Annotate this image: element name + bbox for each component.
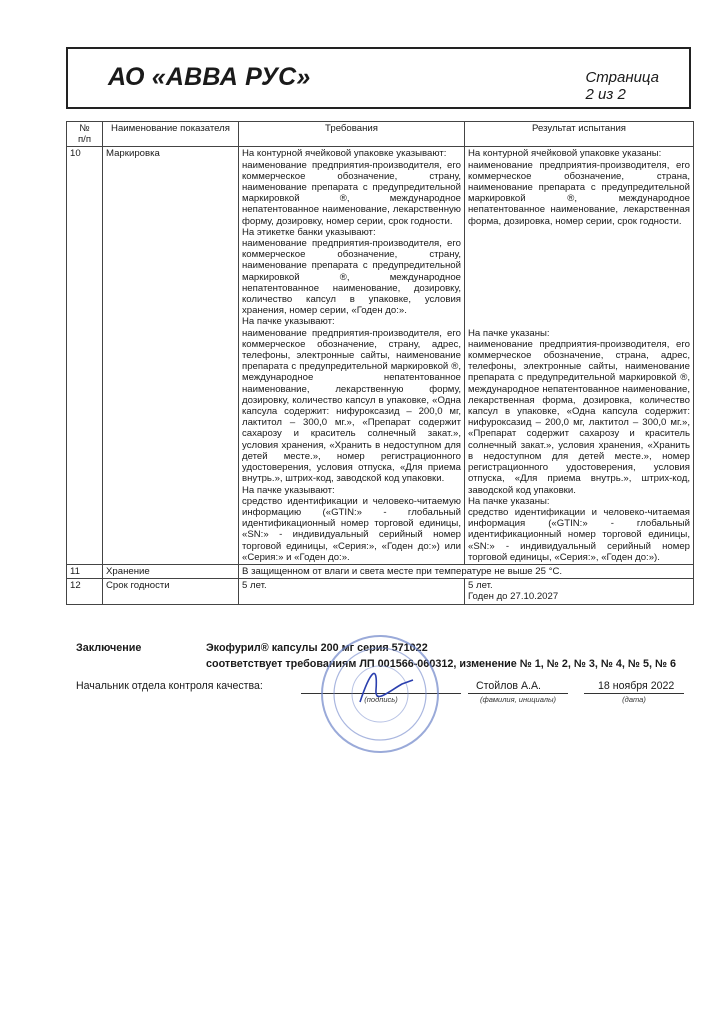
company-name: АО «АВВА РУС»	[108, 63, 311, 91]
row-indicator-name: Маркировка	[103, 147, 239, 565]
conclusion-label: Заключение	[76, 642, 142, 654]
name-caption: (фамилия, инициалы)	[479, 695, 557, 704]
table-header-row	[67, 122, 694, 147]
test-results-table	[66, 121, 694, 605]
table-row	[67, 564, 694, 578]
signer-name: Стойлов А.А.	[476, 680, 541, 692]
stamp-inner-ring	[334, 648, 426, 740]
row-result: На контурной ячейковой упаковке указаны: наименование предприятия-производителя, его коммерческое обозначение, страна, наименование препарата с предупредительной маркировкой ®, международное непатентованное наименование, лекарственная форма, дозировка, номер серии, срок годности. На пачке указаны: наименование предприятия-производителя, его коммерческое обозначение, страна, адрес, телефоны, электронные сайты, наименование препарата с предупредительной маркировкой ®, международное непатентованное наименование, лекарственная форма, дозировка, количество капсул в упаковке, «Одна капсула содержит: нифуроксазид – 200,0 мг, лактитол – 300,0 мг.», «Препарат содержит сахарозу и краситель солнечный закат.», условия хранения, «Хранить в недоступном для детей месте.», номер регистрационного удостоверения, условия отпуска, «Для приема внутрь.», штрих-код, заводской код упаковки. На пачке указаны: средство идентификации и человеко-читаемая информация («GTIN:» - глобальный идентификационный номер торговой единицы, «SN:» - индивидуальный серийный номер торговой единицы, «Серия:», «Годен до:»).	[465, 147, 694, 565]
table-row	[67, 579, 694, 604]
row-number: 12	[67, 579, 103, 604]
page-number: 2 из 2	[585, 86, 626, 103]
sign-date: 18 ноября 2022	[598, 680, 675, 692]
signer-role: Начальник отдела контроля качества:	[76, 680, 263, 692]
signature-caption: (подпись)	[364, 695, 398, 704]
row-indicator-name: Срок годности	[103, 579, 239, 604]
row-number: 10	[67, 147, 103, 565]
row-result: 5 лет. Годен до 27.10.2027	[465, 579, 694, 604]
row-indicator-name: Хранение	[103, 564, 239, 578]
row-number: 11	[67, 564, 103, 578]
column-header-number: № п/п	[67, 122, 103, 147]
column-header-name: Наименование показателя	[103, 122, 239, 147]
conclusion-compliance: соответствует требованиям ЛП 001566-060312, изменение № 1, № 2, № 3, № 4, № 5, № 6	[206, 658, 676, 670]
page-label: Страница	[585, 69, 659, 86]
page-indicator	[585, 69, 659, 103]
column-header-result: Результат испытания	[465, 122, 694, 147]
table-row	[67, 147, 694, 565]
stamp-center-ring	[352, 666, 408, 722]
column-header-requirements: Требования	[239, 122, 465, 147]
date-line	[584, 693, 684, 694]
row-requirements: 5 лет.	[239, 579, 465, 604]
stamp-outer-ring	[322, 636, 438, 752]
conclusion-product: Экофурил® капсулы 200 мг серия 571022	[206, 642, 428, 654]
handwritten-signature	[360, 673, 413, 702]
row-requirements: На контурной ячейковой упаковке указывают: наименование предприятия-производителя, его коммерческое обозначение, страну, наименование препарата с предупредительной маркировкой ®, международное непатентованное наименование, лекарственную форму, дозировку, номер серии, срок годности. На этикетке банки указывают: наименование предприятия-производителя, его коммерческое обозначение, страну, наименование препарата с предупредительной маркировкой ®, международное непатентованное наименование, дозировку, количество капсул в упаковке, условия хранения, номер серии, «Годен до:». На пачке указывают: наименование предприятия-производителя, его коммерческое обозначение, страну, адрес, телефоны, электронные сайты, наименование препарата с предупредительной маркировкой ®, международное непатентованное наименование, лекарственную форму, дозировку, количество капсул в упаковке, «Одна капсула содержит: нифуроксазид – 200,0 мг, лактитол – 300,0 мг.», «Препарат содержит сахарозу и краситель солнечный закат.», условия хранения, «Хранить в недоступном для детей месте.», номер регистрационного удостоверения, условия отпуска, «Для приема внутрь.», штрих-код, заводской код упаковки. На пачке указывают: средство идентификации и человеко-читаемую информацию («GTIN:» - глобальный идентификационный номер торговой единицы, «SN:» - индивидуальный серийный номер торговой единицы, «Серия:», «Годен до:») или «Серия:» и «Годен до:».	[239, 147, 465, 565]
name-line	[468, 693, 568, 694]
document-header	[66, 47, 691, 109]
date-caption: (дата)	[622, 695, 646, 704]
row-requirements-merged: В защищенном от влаги и света месте при температуре не выше 25 °С.	[239, 564, 694, 578]
official-stamp	[318, 632, 458, 762]
